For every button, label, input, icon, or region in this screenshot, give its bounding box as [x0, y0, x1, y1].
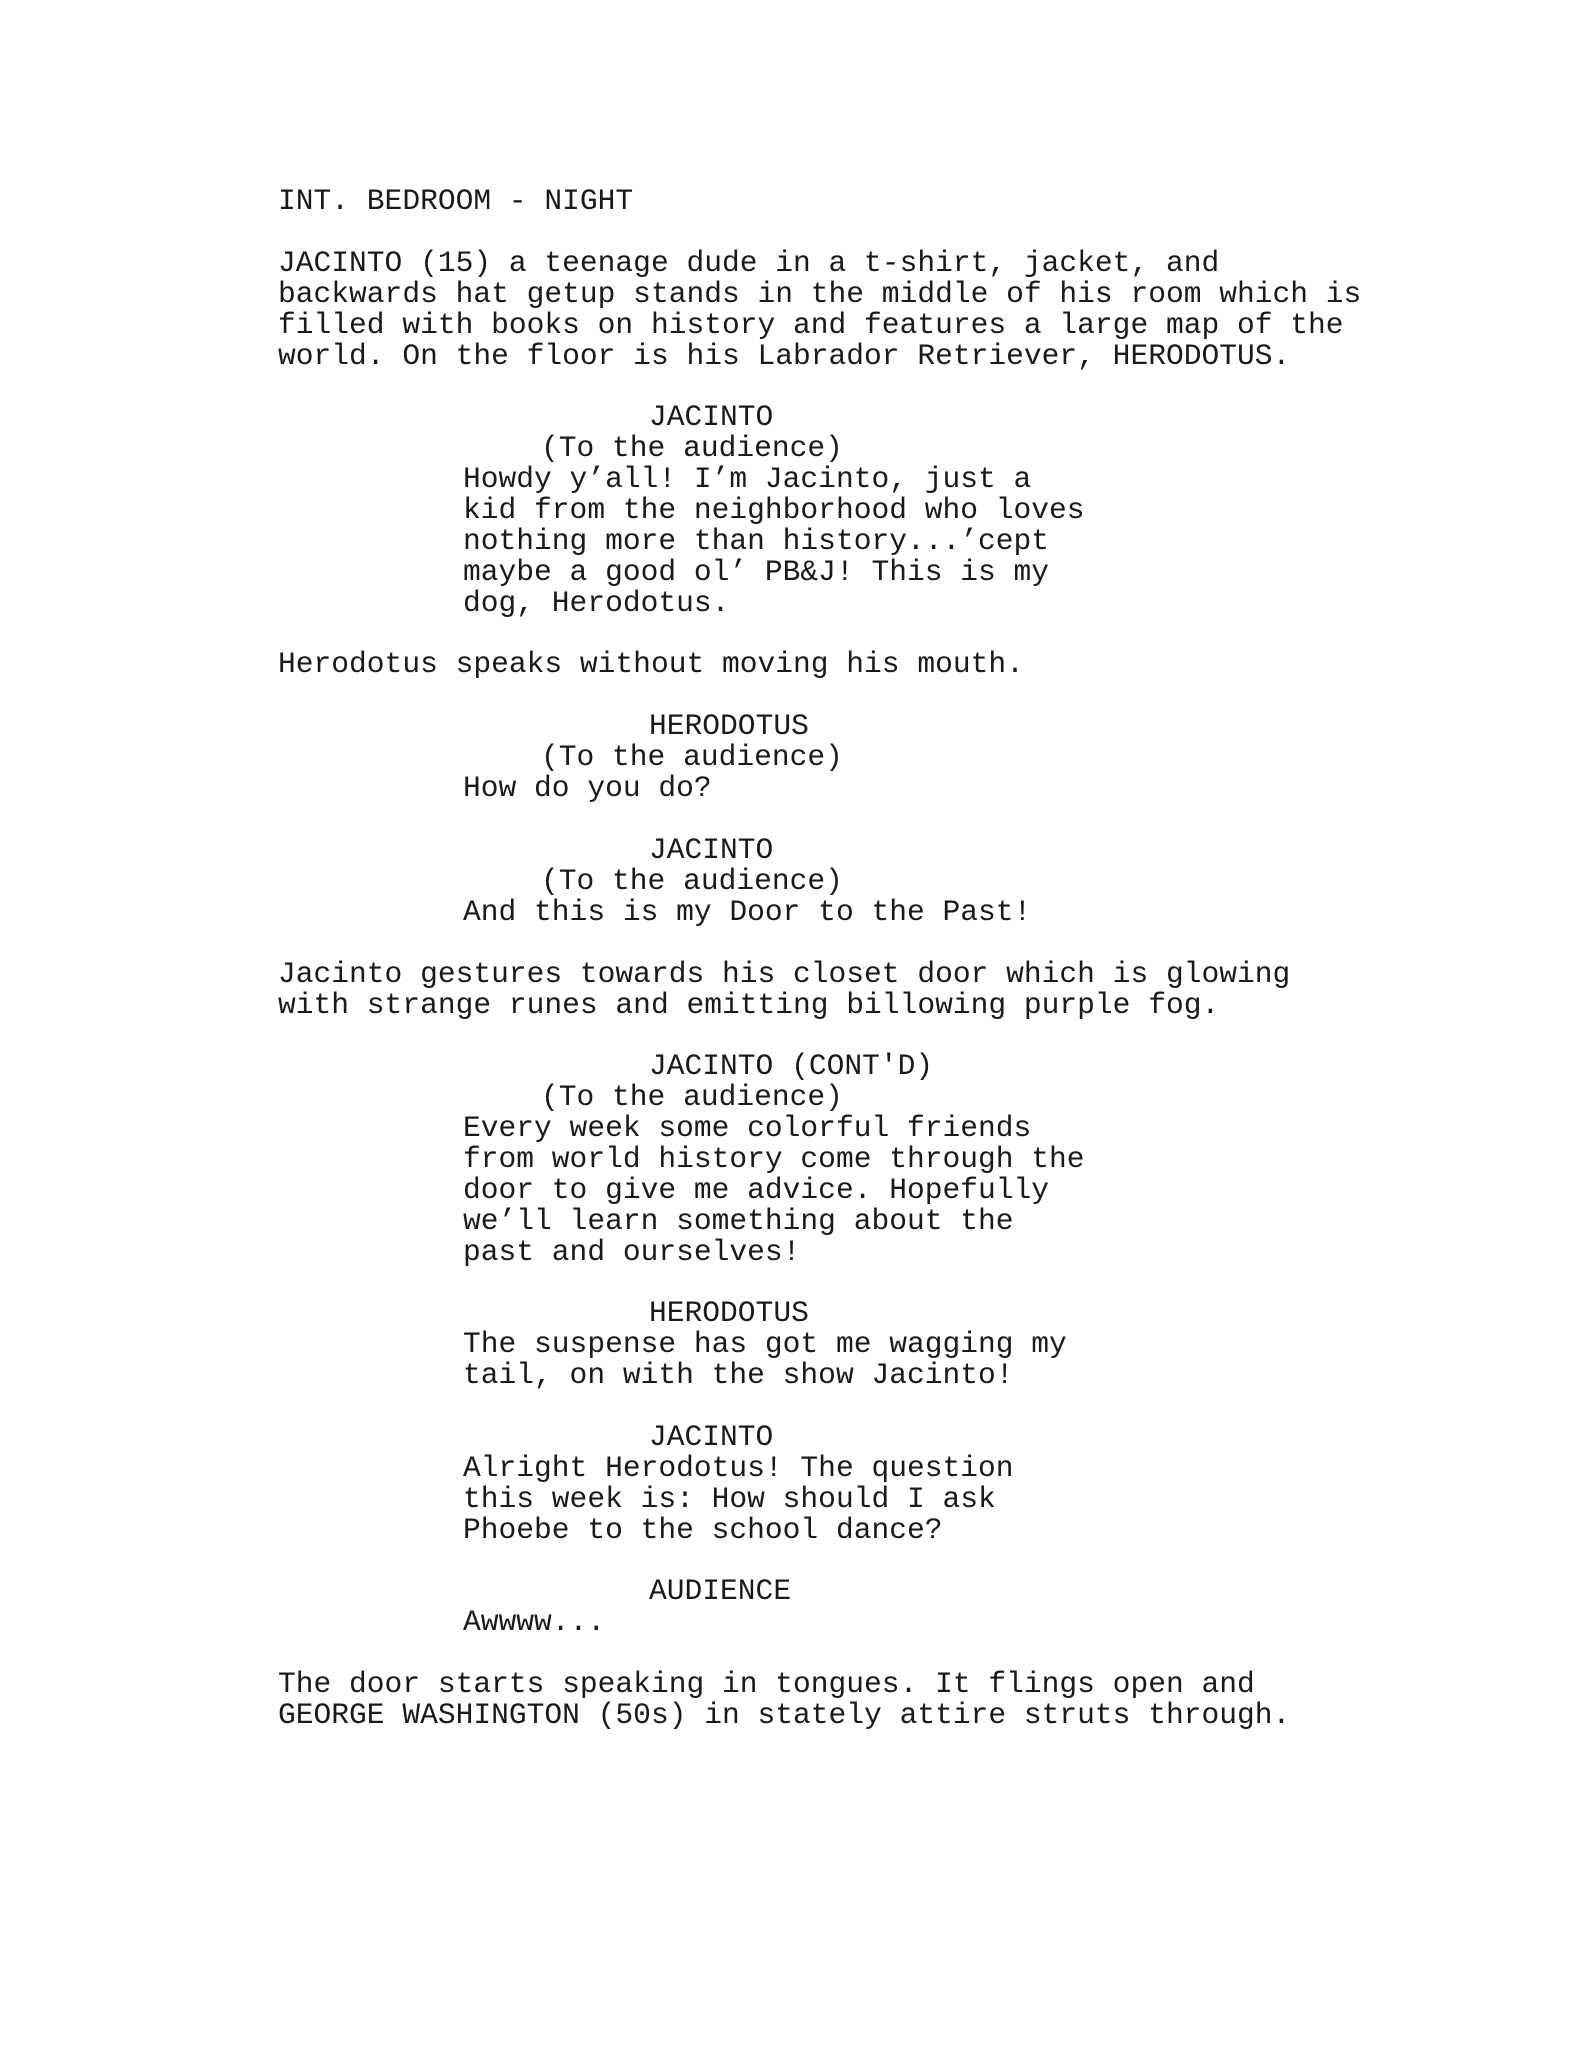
action-line: filled with books on history and features a large map of the: [278, 308, 1344, 342]
dialogue-line: door to give me advice. Hopefully: [463, 1173, 1050, 1207]
character-name: HERODOTUS: [649, 709, 809, 743]
dialogue-line: tail, on with the show Jacinto!: [463, 1358, 1014, 1392]
dialogue-block: [463, 1453, 1014, 1546]
action-line: JACINTO (15) a teenage dude in a t-shirt, jacket, and: [278, 246, 1220, 280]
action-line: Jacinto gestures towards his closet door which is glowing: [278, 957, 1291, 991]
character-name: JACINTO (CONT'D): [649, 1049, 934, 1083]
dialogue-line: Awwww...: [463, 1605, 606, 1639]
dialogue-line: we’ll learn something about the: [463, 1204, 1014, 1238]
parenthetical: (To the audience): [541, 1080, 843, 1114]
action-line: The door starts speaking in tongues. It flings open and: [278, 1667, 1255, 1701]
dialogue-line: past and ourselves!: [463, 1235, 801, 1269]
action-paragraph: [278, 959, 1290, 1021]
dialogue-line: Alright Herodotus! The question: [463, 1451, 1014, 1485]
action-paragraph: [278, 1669, 1290, 1731]
dialogue-line: The suspense has got me wagging my: [463, 1327, 1067, 1361]
action-line: backwards hat getup stands in the middle of his room which is: [278, 277, 1362, 311]
action-paragraph: [278, 248, 1361, 372]
parenthetical: (To the audience): [541, 431, 843, 465]
dialogue-line: this week is: How should I ask: [463, 1482, 996, 1516]
dialogue-line: kid from the neighborhood who loves: [463, 493, 1085, 527]
scene-heading: INT. BEDROOM - NIGHT: [278, 184, 634, 218]
dialogue-line: Phoebe to the school dance?: [463, 1513, 943, 1547]
dialogue-line: How do you do?: [463, 771, 712, 805]
dialogue-block: [463, 464, 1085, 619]
dialogue-block: [463, 1113, 1085, 1268]
character-name: AUDIENCE: [649, 1574, 792, 1608]
parenthetical: (To the audience): [541, 864, 843, 898]
dialogue-line: Every week some colorful friends: [463, 1111, 1032, 1145]
dialogue-line: Howdy y’all! I’m Jacinto, just a: [463, 462, 1032, 496]
dialogue-line: from world history come through the: [463, 1142, 1085, 1176]
character-name: JACINTO: [649, 833, 774, 867]
character-name: HERODOTUS: [649, 1296, 809, 1330]
dialogue-line: nothing more than history...’cept: [463, 524, 1050, 558]
dialogue-block: [463, 1329, 1067, 1391]
dialogue-line: dog, Herodotus.: [463, 586, 730, 620]
action-line: GEORGE WASHINGTON (50s) in stately attire struts through.: [278, 1698, 1291, 1732]
parenthetical: (To the audience): [541, 740, 843, 774]
action-line: world. On the floor is his Labrador Retriever, HERODOTUS.: [278, 339, 1291, 373]
character-name: JACINTO: [649, 400, 774, 434]
dialogue-line: And this is my Door to the Past!: [463, 895, 1032, 929]
action-line: Herodotus speaks without moving his mouth.: [278, 647, 1024, 681]
dialogue-line: maybe a good ol’ PB&J! This is my: [463, 555, 1050, 589]
action-line: with strange runes and emitting billowing purple fog.: [278, 988, 1220, 1022]
character-name: JACINTO: [649, 1420, 774, 1454]
